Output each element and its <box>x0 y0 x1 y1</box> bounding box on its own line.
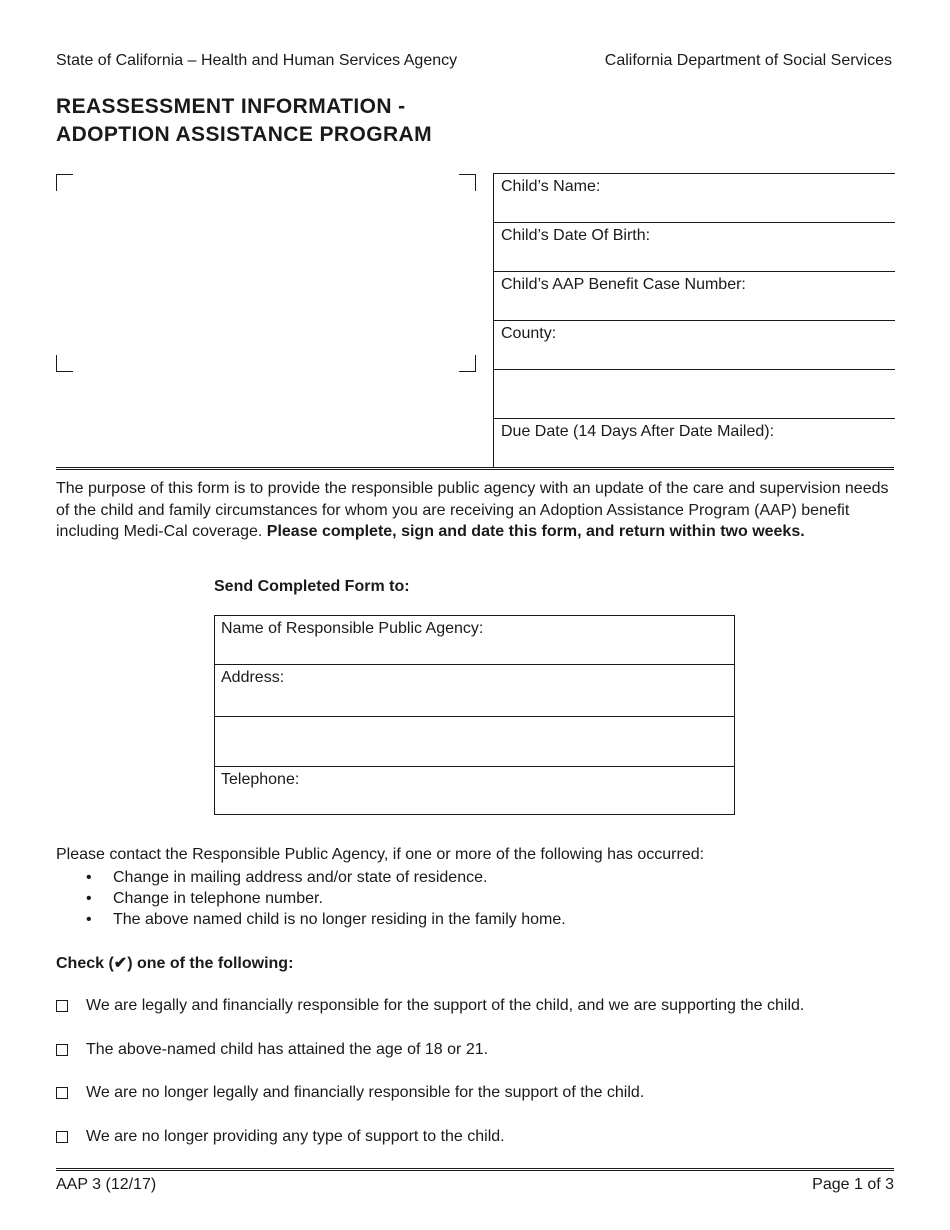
footer-divider <box>56 1168 894 1171</box>
address-label: Address: <box>221 669 285 686</box>
form-title <box>56 93 432 149</box>
address-window-corner-top-right <box>459 174 476 191</box>
county-label: County: <box>501 325 557 342</box>
address-line-2-field[interactable] <box>215 716 734 766</box>
child-dob-field[interactable] <box>494 222 895 271</box>
option-2-label: The above-named child has attained the age of 18 or 21. <box>86 1041 489 1058</box>
checkmark-icon: ✔ <box>113 955 128 972</box>
address-window-corner-top-left <box>56 174 73 191</box>
option-2-checkbox[interactable] <box>56 1044 68 1056</box>
list-item <box>86 888 566 909</box>
bullet-icon: • <box>86 869 92 886</box>
contact-intro: Please contact the Responsible Public Agency, if one or more of the following has occurred: <box>56 846 705 863</box>
bullet-icon: • <box>86 890 92 907</box>
send-to-title: Send Completed Form to: <box>214 578 410 595</box>
address-window-corner-bottom-left <box>56 355 73 372</box>
option-4-checkbox[interactable] <box>56 1131 68 1143</box>
check-instruction-after: ) one of the following: <box>127 955 294 972</box>
list-item-text: Change in mailing address and/or state of residence. <box>113 869 488 886</box>
county-field[interactable] <box>494 320 895 369</box>
child-dob-label: Child’s Date Of Birth: <box>501 227 651 244</box>
option-not-responsible <box>56 1084 644 1102</box>
option-1-label: We are legally and financially responsible for the support of the child, and we are supporting the child. <box>86 997 805 1014</box>
agency-name-label: Name of Responsible Public Agency: <box>221 620 484 637</box>
list-item <box>86 867 566 888</box>
form-title-line-1: REASSESSMENT INFORMATION - <box>56 95 406 118</box>
purpose-text: The purpose of this form is to provide the responsible public agency with an update of the care and supervision needs of the child and family circumstances for whom you are receiving an Adoption Assistance Program (AAP) benefit including Medi-Cal coverage. <box>56 480 889 540</box>
option-no-support <box>56 1128 505 1146</box>
purpose-instruction: Please complete, sign and date this form, and return within two weeks. <box>266 523 805 540</box>
check-instruction-before: Check ( <box>56 955 114 972</box>
option-4-label: We are no longer providing any type of support to the child. <box>86 1128 505 1145</box>
due-date-label: Due Date (14 Days After Date Mailed): <box>501 423 775 440</box>
agency-name-field[interactable] <box>215 616 734 664</box>
list-item-text: Change in telephone number. <box>113 890 323 907</box>
list-item-text: The above named child is no longer residing in the family home. <box>113 911 566 928</box>
case-number-field[interactable] <box>494 271 895 320</box>
child-info-section <box>493 173 895 468</box>
list-item <box>86 909 566 930</box>
bullet-icon: • <box>86 911 92 928</box>
due-date-field[interactable] <box>494 418 895 468</box>
send-to-box <box>214 615 735 815</box>
telephone-label: Telephone: <box>221 771 300 788</box>
address-field[interactable] <box>215 664 734 716</box>
section-divider <box>56 467 894 470</box>
option-child-attained-age <box>56 1041 488 1059</box>
case-number-label: Child’s AAP Benefit Case Number: <box>501 276 746 293</box>
form-id: AAP 3 (12/17) <box>56 1176 157 1193</box>
option-3-label: We are no longer legally and financially responsible for the support of the child. <box>86 1084 645 1101</box>
blank-field[interactable] <box>494 369 895 418</box>
form-title-line-2: ADOPTION ASSISTANCE PROGRAM <box>56 123 432 146</box>
purpose-paragraph <box>56 478 901 543</box>
agency-name: State of California – Health and Human Services Agency <box>56 52 458 69</box>
page-number: Page 1 of 3 <box>812 1176 894 1193</box>
option-supporting-child <box>56 997 804 1015</box>
check-instruction <box>56 953 293 973</box>
child-name-field[interactable] <box>494 173 895 222</box>
department-name: California Department of Social Services <box>604 52 892 69</box>
option-3-checkbox[interactable] <box>56 1087 68 1099</box>
option-1-checkbox[interactable] <box>56 1000 68 1012</box>
telephone-field[interactable] <box>215 766 734 814</box>
address-window-corner-bottom-right <box>459 355 476 372</box>
contact-list <box>86 867 566 930</box>
child-name-label: Child’s Name: <box>501 178 601 195</box>
